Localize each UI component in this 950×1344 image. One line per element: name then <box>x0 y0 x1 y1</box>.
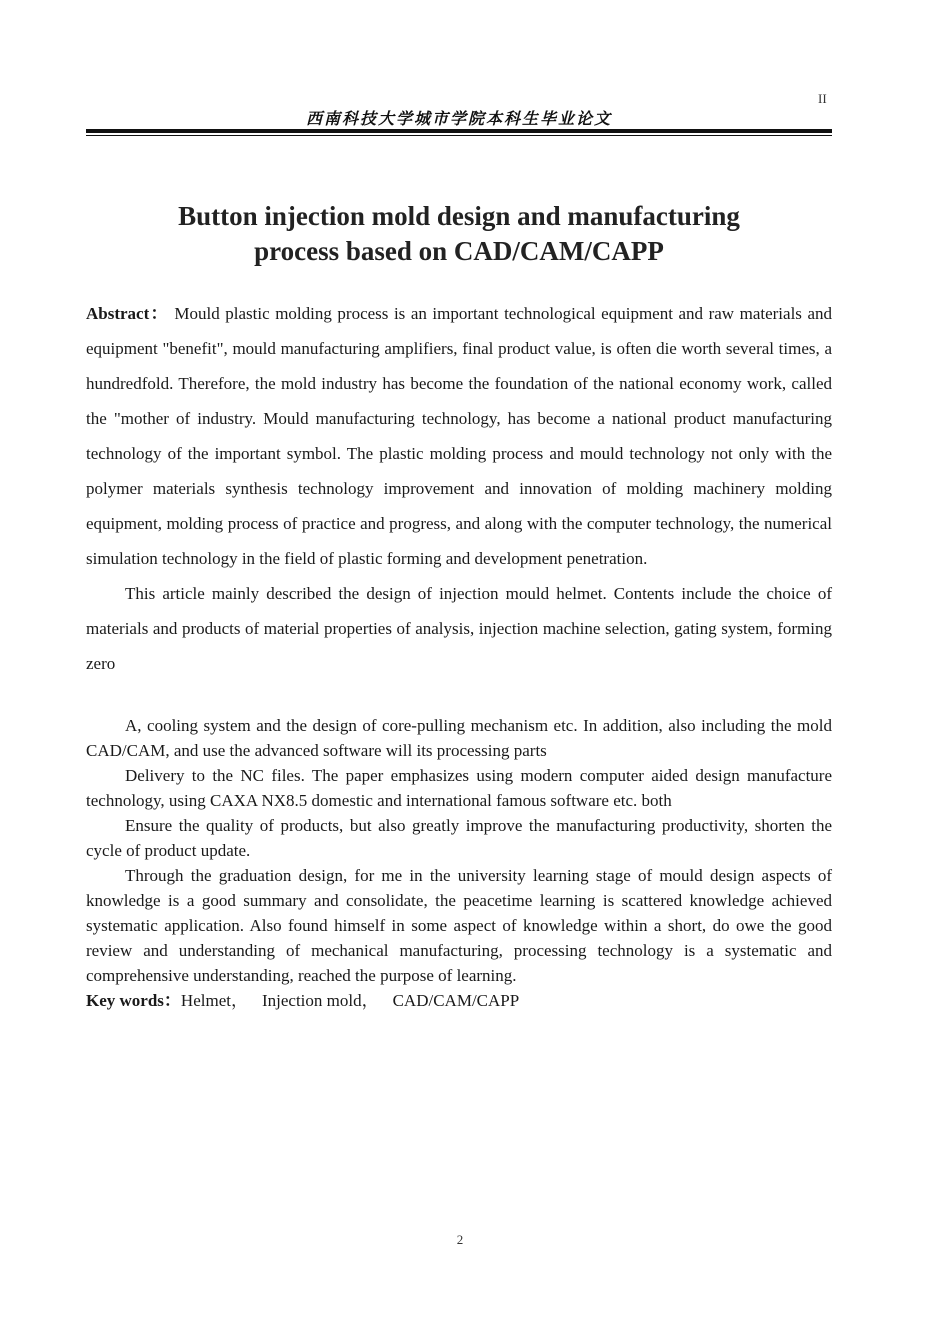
page-roman-numeral: II <box>818 91 827 106</box>
document-title <box>86 199 832 269</box>
title-line-2: process based on CAD/CAM/CAPP <box>254 236 664 266</box>
keywords-line <box>86 988 832 1013</box>
abstract-paragraph-1 <box>86 296 832 576</box>
body-paragraph-6: Through the graduation design, for me in the university learning stage of mould design aspects of knowledge is a good summary and consolidate, the peacetime learning is scattered knowledge achieved systematic application. Also found himself in some aspect of knowledge within a short, do owe the good review and understanding of mechanical manufacturing, processing technology is a systematic and comprehensive understanding, reached the purpose of learning. <box>86 866 832 985</box>
running-header-title: 西南科技大学城市学院本科生毕业论文 <box>305 111 612 128</box>
abstract-section <box>86 296 832 681</box>
abstract-label: Abstract： <box>86 304 169 323</box>
page-number: 2 <box>456 1232 464 1247</box>
abstract-text-1: Mould plastic molding process is an important technological equipment and raw materials and equipment "benefit", mould manufacturing amplifiers, final product value, is often die worth several times, a hundredfold. Therefore, the mold industry has become the foundation of the national economy work, called the "mother of industry. Mould manufacturing technology, has become a national product manufacturing technology of the important symbol. The plastic molding process and mould technology not only with the polymer materials synthesis technology improvement and innovation of molding machinery molding equipment, molding process of practice and progress, and along with the computer technology, the numerical simulation technology in the field of plastic forming and development penetration. <box>86 304 832 568</box>
body-paragraph-4: Delivery to the NC files. The paper emphasizes using modern computer aided design manufacture technology, using CAXA NX8.5 domestic and international famous software etc. both <box>86 766 832 810</box>
keyword-item: Helmet， <box>180 991 248 1010</box>
body-paragraph-5: Ensure the quality of products, but also greatly improve the manufacturing productivity, shorten the cycle of product update. <box>86 816 832 860</box>
body-paragraph-3: A, cooling system and the design of core-pulling mechanism etc. In addition, also including the mold CAD/CAM, and use the advanced software will its processing parts <box>86 716 832 760</box>
keyword-item: CAD/CAM/CAPP <box>392 991 520 1010</box>
abstract-paragraph-2: This article mainly described the design of injection mould helmet. Contents include the choice of materials and products of material properties of analysis, injection machine selection, gating system, forming zero <box>86 584 832 673</box>
keywords-label: Key words： <box>86 991 181 1010</box>
header-rule-thick <box>86 129 832 133</box>
header-rule-thin <box>86 135 832 136</box>
title-line-1: Button injection mold design and manufacturing <box>178 201 740 231</box>
abstract-continued <box>86 713 832 1013</box>
keyword-item: Injection mold， <box>261 991 379 1010</box>
